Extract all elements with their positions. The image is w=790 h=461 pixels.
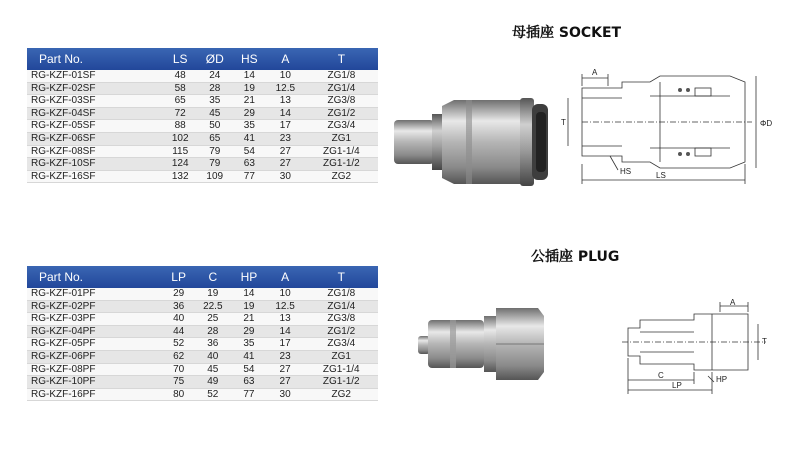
table-cell: 65 xyxy=(164,95,197,108)
table-cell: 40 xyxy=(193,350,232,363)
table-cell: 21 xyxy=(233,95,266,108)
table-cell: 58 xyxy=(164,82,197,95)
table-cell: 88 xyxy=(164,120,197,133)
table-cell: 17 xyxy=(266,120,305,133)
socket-product-photo xyxy=(392,92,557,192)
table-row xyxy=(27,350,378,363)
table-cell: 102 xyxy=(164,132,197,145)
plug-table-header xyxy=(27,266,378,288)
table-cell: 30 xyxy=(266,388,305,401)
socket-dim-t-label: T xyxy=(561,118,566,127)
socket-dimension-drawing xyxy=(560,66,773,191)
table-cell: ZG1-1/4 xyxy=(305,145,378,158)
plug-spec-table xyxy=(27,266,378,401)
table-cell: ZG2 xyxy=(305,170,378,183)
table-cell: ZG1-1/2 xyxy=(305,376,378,389)
socket-dim-d-label: ΦD xyxy=(760,119,773,128)
column-header: C xyxy=(193,266,232,288)
table-cell: 70 xyxy=(164,363,193,376)
table-cell: 49 xyxy=(193,376,232,389)
table-cell: 17 xyxy=(266,338,305,351)
table-cell: 19 xyxy=(233,82,266,95)
plug-dim-hp-label: HP xyxy=(716,375,728,384)
table-cell: 10 xyxy=(266,70,305,82)
table-cell: 14 xyxy=(232,288,265,300)
column-header: LS xyxy=(164,48,197,70)
table-cell: RG-KZF-02PF xyxy=(27,300,164,313)
table-cell: 79 xyxy=(197,158,233,171)
column-header: Part No. xyxy=(27,48,164,70)
table-cell: RG-KZF-16SF xyxy=(27,170,164,183)
table-cell: 27 xyxy=(266,158,305,171)
table-cell: 14 xyxy=(266,325,305,338)
socket-dim-hs-label: HS xyxy=(620,167,632,176)
table-cell: 54 xyxy=(232,363,265,376)
table-cell: 72 xyxy=(164,107,197,120)
table-cell: ZG1/2 xyxy=(305,325,378,338)
table-cell: RG-KZF-10SF xyxy=(27,158,164,171)
table-cell: 28 xyxy=(197,82,233,95)
table-cell: 124 xyxy=(164,158,197,171)
column-header: A xyxy=(266,266,305,288)
table-cell: 45 xyxy=(193,363,232,376)
table-cell: RG-KZF-02SF xyxy=(27,82,164,95)
socket-title: 母插座 SOCKET xyxy=(512,25,622,41)
table-cell: 75 xyxy=(164,376,193,389)
table-cell: RG-KZF-01SF xyxy=(27,70,164,82)
table-cell: 29 xyxy=(232,325,265,338)
table-cell: ZG3/4 xyxy=(305,338,378,351)
table-cell: 36 xyxy=(164,300,193,313)
table-cell: 54 xyxy=(233,145,266,158)
table-cell: 80 xyxy=(164,388,193,401)
table-row xyxy=(27,288,378,300)
table-cell: 28 xyxy=(193,325,232,338)
table-row xyxy=(27,376,378,389)
table-cell: 24 xyxy=(197,70,233,82)
column-header: HS xyxy=(233,48,266,70)
socket-table-header xyxy=(27,48,378,70)
plug-table-body xyxy=(27,288,378,401)
table-cell: 63 xyxy=(232,376,265,389)
table-row xyxy=(27,82,378,95)
table-cell: 27 xyxy=(266,363,305,376)
table-cell: 19 xyxy=(232,300,265,313)
table-cell: 41 xyxy=(232,350,265,363)
table-row xyxy=(27,158,378,171)
table-cell: 14 xyxy=(266,107,305,120)
column-header: ØD xyxy=(197,48,233,70)
table-cell: RG-KZF-10PF xyxy=(27,376,164,389)
table-row xyxy=(27,120,378,133)
table-cell: 30 xyxy=(266,170,305,183)
table-cell: 27 xyxy=(266,376,305,389)
table-cell: RG-KZF-16PF xyxy=(27,388,164,401)
column-header: T xyxy=(305,266,378,288)
plug-product-photo xyxy=(410,298,550,382)
socket-table-body xyxy=(27,70,378,183)
table-cell: 35 xyxy=(232,338,265,351)
table-cell: RG-KZF-05PF xyxy=(27,338,164,351)
plug-dim-lp-label: LP xyxy=(672,381,682,390)
table-row xyxy=(27,325,378,338)
table-cell: 132 xyxy=(164,170,197,183)
column-header: Part No. xyxy=(27,266,164,288)
table-row xyxy=(27,388,378,401)
table-cell: 35 xyxy=(233,120,266,133)
table-cell: 63 xyxy=(233,158,266,171)
table-cell: RG-KZF-08SF xyxy=(27,145,164,158)
table-cell: 50 xyxy=(197,120,233,133)
table-cell: ZG1-1/2 xyxy=(305,158,378,171)
table-cell: 65 xyxy=(197,132,233,145)
column-header: T xyxy=(305,48,378,70)
column-header: A xyxy=(266,48,305,70)
table-cell: 79 xyxy=(197,145,233,158)
table-row xyxy=(27,338,378,351)
table-cell: ZG3/8 xyxy=(305,95,378,108)
table-cell: 23 xyxy=(266,350,305,363)
table-cell: ZG1/2 xyxy=(305,107,378,120)
table-cell: 109 xyxy=(197,170,233,183)
table-cell: 40 xyxy=(164,313,193,326)
table-row xyxy=(27,107,378,120)
table-cell: 13 xyxy=(266,95,305,108)
table-cell: RG-KZF-05SF xyxy=(27,120,164,133)
table-cell: 13 xyxy=(266,313,305,326)
table-cell: 12.5 xyxy=(266,300,305,313)
table-cell: 36 xyxy=(193,338,232,351)
table-cell: RG-KZF-01PF xyxy=(27,288,164,300)
table-cell: 19 xyxy=(193,288,232,300)
table-cell: RG-KZF-03SF xyxy=(27,95,164,108)
table-cell: 45 xyxy=(197,107,233,120)
table-cell: ZG1/4 xyxy=(305,300,378,313)
table-cell: 52 xyxy=(164,338,193,351)
table-cell: ZG1/8 xyxy=(305,70,378,82)
table-cell: 29 xyxy=(164,288,193,300)
plug-dim-a-label: A xyxy=(730,298,736,307)
table-row xyxy=(27,132,378,145)
plug-dim-t-label: T xyxy=(762,337,767,346)
table-cell: 35 xyxy=(197,95,233,108)
plug-title: 公插座 PLUG xyxy=(531,249,620,265)
table-cell: 48 xyxy=(164,70,197,82)
table-cell: 27 xyxy=(266,145,305,158)
table-cell: ZG1/8 xyxy=(305,288,378,300)
table-cell: 52 xyxy=(193,388,232,401)
table-cell: 29 xyxy=(233,107,266,120)
table-cell: RG-KZF-08PF xyxy=(27,363,164,376)
table-row xyxy=(27,70,378,82)
table-cell: RG-KZF-03PF xyxy=(27,313,164,326)
table-cell: 12.5 xyxy=(266,82,305,95)
table-cell: ZG1-1/4 xyxy=(305,363,378,376)
table-cell: 77 xyxy=(233,170,266,183)
table-cell: 21 xyxy=(232,313,265,326)
table-cell: 44 xyxy=(164,325,193,338)
plug-dimension-drawing xyxy=(616,296,776,396)
table-row xyxy=(27,300,378,313)
table-cell: 25 xyxy=(193,313,232,326)
table-cell: 62 xyxy=(164,350,193,363)
table-row xyxy=(27,95,378,108)
table-cell: RG-KZF-04SF xyxy=(27,107,164,120)
table-cell: 77 xyxy=(232,388,265,401)
table-cell: 10 xyxy=(266,288,305,300)
table-cell: ZG2 xyxy=(305,388,378,401)
socket-dim-ls-label: LS xyxy=(656,171,666,180)
table-cell: RG-KZF-06SF xyxy=(27,132,164,145)
table-cell: ZG1 xyxy=(305,132,378,145)
table-row xyxy=(27,363,378,376)
table-row xyxy=(27,170,378,183)
table-cell: ZG1 xyxy=(305,350,378,363)
plug-dim-c-label: C xyxy=(658,371,664,380)
table-cell: 41 xyxy=(233,132,266,145)
socket-spec-table xyxy=(27,48,378,183)
socket-dim-a-label: A xyxy=(592,68,598,77)
table-cell: RG-KZF-04PF xyxy=(27,325,164,338)
column-header: LP xyxy=(164,266,193,288)
column-header: HP xyxy=(232,266,265,288)
table-cell: 115 xyxy=(164,145,197,158)
table-cell: ZG3/4 xyxy=(305,120,378,133)
table-cell: 23 xyxy=(266,132,305,145)
table-row xyxy=(27,313,378,326)
table-row xyxy=(27,145,378,158)
table-cell: ZG3/8 xyxy=(305,313,378,326)
table-cell: 14 xyxy=(233,70,266,82)
table-cell: RG-KZF-06PF xyxy=(27,350,164,363)
table-cell: ZG1/4 xyxy=(305,82,378,95)
table-cell: 22.5 xyxy=(193,300,232,313)
